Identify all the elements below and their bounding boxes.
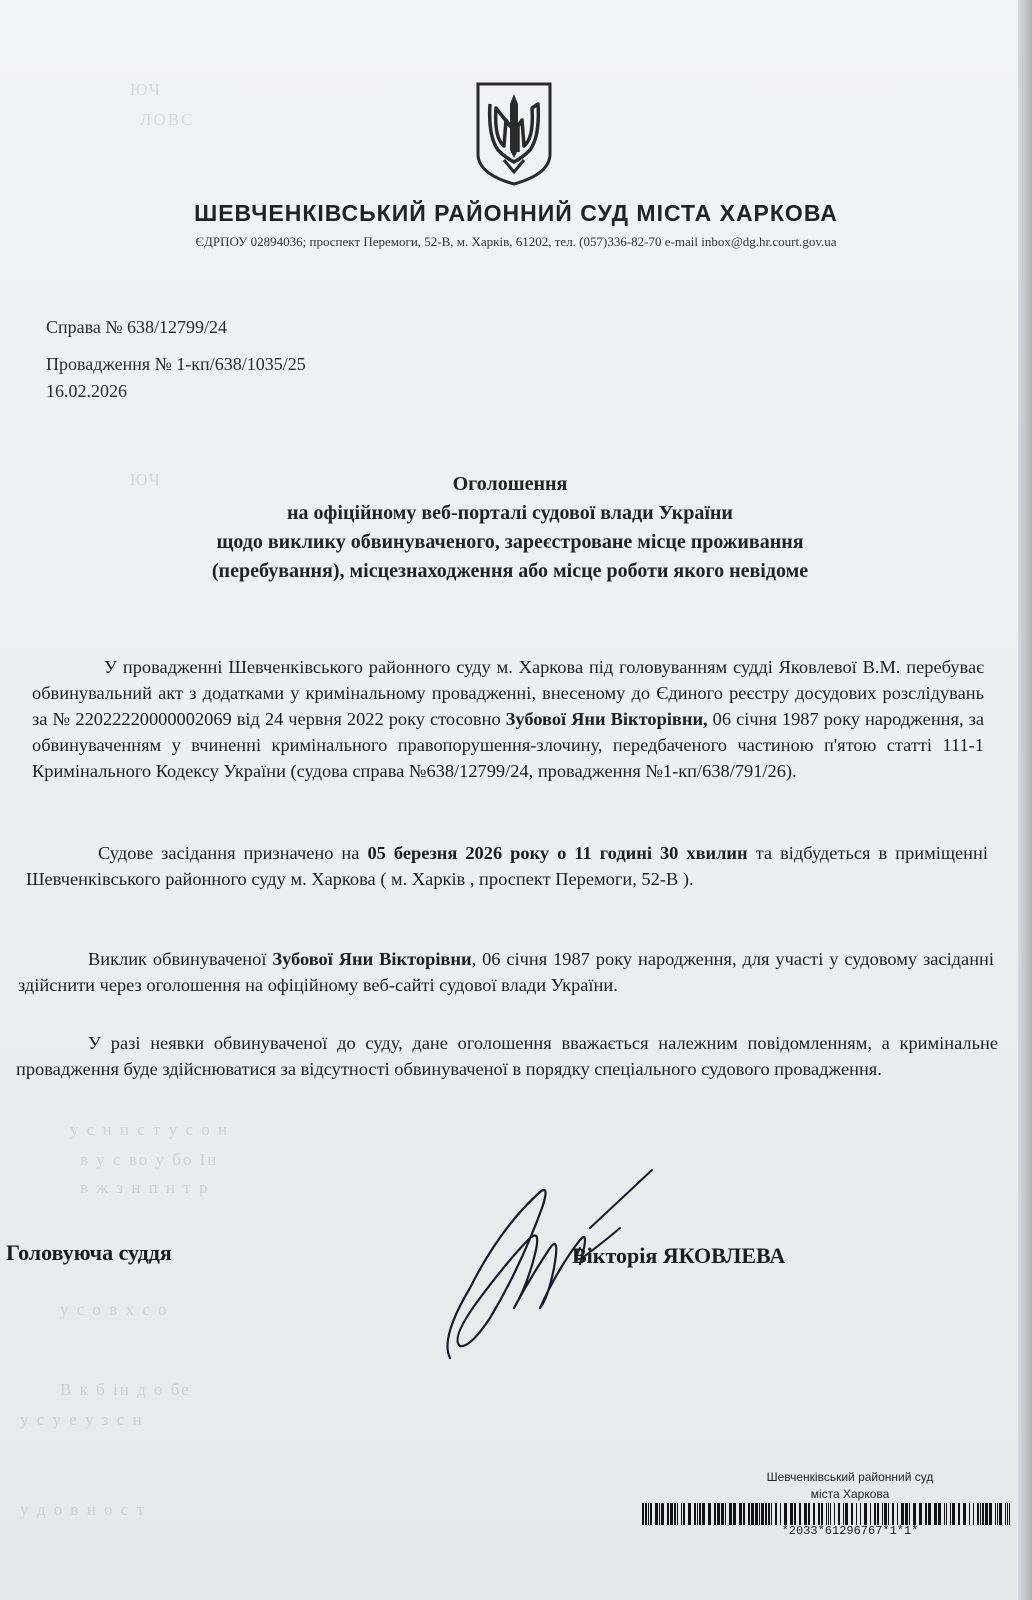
document-date: 16.02.2026 — [46, 381, 127, 401]
defendant-name: Зубової Яни Вікторівни, — [505, 709, 708, 729]
barcode-bar — [681, 1503, 682, 1525]
barcode-number: *2033*61296767*1*1* — [781, 1524, 919, 1538]
barcode-bar — [856, 1503, 857, 1525]
bleed-through: у с н п с т у с о н — [70, 1120, 230, 1139]
barcode-bar — [982, 1503, 984, 1525]
barcode-bar — [928, 1503, 931, 1525]
signer-role: Головуюча суддя — [6, 1240, 172, 1265]
barcode-bar — [944, 1503, 945, 1525]
bleed-through: в ж з н п н т р — [80, 1178, 210, 1197]
barcode-bar — [775, 1503, 777, 1525]
barcode-bar — [905, 1503, 908, 1525]
barcode-bar — [650, 1503, 652, 1525]
barcode-bar — [973, 1503, 974, 1525]
barcode-bar — [759, 1503, 760, 1525]
barcode-bar — [739, 1503, 742, 1525]
barcode-bar — [897, 1503, 898, 1525]
barcode-bar — [950, 1503, 951, 1525]
paragraph-summons — [18, 946, 994, 998]
barcode-bar — [952, 1503, 955, 1525]
barcode-bar — [683, 1503, 685, 1525]
barcode-bar — [790, 1503, 793, 1525]
barcode-bar — [845, 1503, 848, 1525]
paragraph-text: , 06 січня 1987 року народження, для участі у судовому засіданні здійснити через оголошення на офіційному веб-сайті судової влади України. — [18, 949, 994, 995]
barcode-bar — [838, 1503, 840, 1525]
case-details — [46, 314, 306, 405]
barcode-bar — [799, 1503, 801, 1525]
paragraph-text: Виклик обвинуваченої — [88, 949, 273, 969]
bleed-through: у с о в х с о — [60, 1300, 169, 1319]
bleed-through: ЮЧ — [130, 80, 162, 99]
barcode-bar — [708, 1503, 711, 1525]
barcode-bar — [925, 1503, 927, 1525]
barcode-bar — [995, 1503, 996, 1525]
barcode-bar — [661, 1503, 664, 1525]
barcode-bar — [659, 1503, 660, 1525]
barcode-bar — [913, 1503, 916, 1525]
barcode-bar — [997, 1503, 998, 1525]
barcode-bar — [969, 1503, 970, 1525]
bleed-through: у д о в н о с т — [20, 1500, 146, 1519]
barcode-bar — [694, 1503, 696, 1525]
barcode-bar — [946, 1503, 947, 1525]
barcode-bar — [688, 1503, 691, 1525]
title-line: Оголошення — [452, 473, 568, 495]
barcode-bar — [874, 1503, 876, 1525]
barcode-bar — [851, 1503, 853, 1525]
paragraph-text: У провадженні Шевченківського районного суду м. Харкова під головуванням судді Яковлевої В.М. перебуває обвинувальний акт з додатками у кримінальному провадженні, внесеному до Єдиного реєстру досудових розслідувань за № 22022220000002069 від 24 червня 2022 року стосовно — [32, 657, 984, 729]
barcode-bar — [717, 1503, 720, 1525]
hearing-datetime: 05 березня 2026 року о 11 годині 30 хвилин — [367, 843, 748, 863]
bleed-through: ЛОВС — [140, 110, 195, 129]
barcode-bar — [958, 1503, 960, 1525]
barcode-bar — [963, 1503, 966, 1525]
barcode-bar — [818, 1503, 820, 1525]
barcode-bar — [794, 1503, 796, 1525]
barcode-bar — [828, 1503, 829, 1525]
bleed-through: В к б ін д о бе — [60, 1380, 191, 1399]
barcode-bar — [977, 1503, 979, 1525]
defendant-name: Зубової Яни Вікторівни — [272, 949, 472, 969]
barcode-bar — [864, 1503, 867, 1525]
announcement-title — [60, 470, 960, 586]
court-name: ШЕВЧЕНКІВСЬКИЙ РАЙОННИЙ СУД МІСТА ХАРКОВА — [194, 200, 838, 226]
page-edge — [1018, 0, 1032, 1600]
barcode-bar — [780, 1503, 781, 1525]
barcode-bar — [761, 1503, 764, 1525]
barcode-bar — [985, 1503, 988, 1525]
barcode-bar — [714, 1503, 716, 1525]
title-line: на офіційному веб-порталі судової влади України — [287, 502, 733, 524]
barcode-bar — [697, 1503, 698, 1525]
barcode-bar — [755, 1503, 758, 1525]
barcode-bar — [748, 1503, 750, 1525]
signer-name: Вікторія ЯКОВЛЕВА — [572, 1243, 786, 1268]
barcode-bar — [821, 1503, 823, 1525]
barcode-bar — [642, 1503, 644, 1525]
barcode-bar — [733, 1503, 736, 1525]
paragraph-text: та відбудеться в приміщенні Шевченківського районного суду м. Харкова ( м. Харків , проспект Перемоги, 52-В ). — [26, 843, 988, 889]
barcode-bar — [860, 1503, 861, 1525]
barcode-bar — [729, 1503, 732, 1525]
barcode-bar — [808, 1503, 810, 1525]
paragraph-proceedings — [32, 654, 984, 784]
bleed-through: в у с во у бо Ін — [80, 1150, 219, 1169]
title-line: (перебування), місцезнаходження або місце роботи якого невідоме — [211, 560, 809, 582]
barcode-bar — [771, 1503, 772, 1525]
case-number: Справа № 638/12799/24 — [46, 317, 228, 337]
barcode-bar — [1009, 1503, 1010, 1525]
barcode-bar — [751, 1503, 754, 1525]
barcode-bar — [813, 1503, 815, 1525]
barcode-bar — [699, 1503, 701, 1525]
paragraph-nonappearance — [16, 1030, 998, 1082]
paragraph-text: У разі неявки обвинуваченої до суду, дане оголошення вважається належним повідомленням, а кримінальне провадження буде здійснюватися за відсутності обвинуваченої в порядку спеціального судового провадження. — [16, 1033, 998, 1079]
barcode-bar — [670, 1503, 673, 1525]
barcode-bar — [768, 1503, 770, 1525]
barcode-bar — [667, 1503, 669, 1525]
bleed-through: ЮЧ — [130, 470, 162, 489]
barcode-bar — [645, 1503, 647, 1525]
barcode-bar — [919, 1503, 922, 1525]
barcode-bar — [743, 1503, 745, 1525]
trident-emblem-icon — [474, 80, 554, 188]
barcode-bar — [702, 1503, 705, 1525]
barcode-bar — [843, 1503, 844, 1525]
title-line: щодо виклику обвинуваченого, зареєстроване місце проживання — [216, 531, 804, 553]
barcode-bar — [888, 1503, 889, 1525]
paragraph-text: 06 січня 1987 року народження, за обвинуваченням у вчиненні кримінального правопорушення-злочину, передбаченого частиною п'ятою статті 111-1 Кримінального Кодексу України (судова справа №638/12799/24, провадження №1-кп/638/791/26). — [32, 709, 984, 781]
barcode-bar — [884, 1503, 887, 1525]
barcode-bar — [909, 1503, 910, 1525]
barcode-bar — [655, 1503, 658, 1525]
barcode-bar — [826, 1503, 827, 1525]
barcode-bar — [721, 1503, 724, 1525]
court-contacts: ЄДРПОУ 02894036; проспект Перемоги, 52-В, м. Харків, 61202, тел. (057)336-82-70 e-mail inbox@dg.hr.court.gov.ua — [195, 234, 837, 249]
barcode-bar — [882, 1503, 883, 1525]
barcode-bar — [989, 1503, 992, 1525]
barcode-bar — [804, 1503, 807, 1525]
barcode-bar — [901, 1503, 904, 1525]
barcode-bar — [892, 1503, 894, 1525]
barcode-bar — [765, 1503, 767, 1525]
barcode-bar — [830, 1503, 831, 1525]
stamp-court-name: Шевченківський районний суд — [766, 1470, 934, 1484]
barcode-bar — [870, 1503, 871, 1525]
barcode-bar — [834, 1503, 835, 1525]
barcode-bar — [674, 1503, 676, 1525]
barcode-bar — [999, 1503, 1002, 1525]
barcode-bar — [934, 1503, 937, 1525]
barcode-bar — [938, 1503, 941, 1525]
barcode-bar — [677, 1503, 678, 1525]
paragraph-text: Судове засідання призначено на — [98, 843, 368, 863]
barcode-bar — [877, 1503, 879, 1525]
proceeding-number: Провадження № 1-кп/638/1035/25 — [46, 354, 306, 374]
stamp-court-city: міста Харкова — [810, 1487, 890, 1501]
barcode-bar — [1005, 1503, 1006, 1525]
barcode-icon — [642, 1503, 1014, 1525]
bleed-through: у с у е у з с н — [20, 1410, 144, 1429]
barcode-bar — [980, 1503, 981, 1525]
barcode-bar — [1007, 1503, 1008, 1525]
barcode-bar — [784, 1503, 787, 1525]
barcode-bar — [725, 1503, 726, 1525]
paragraph-hearing — [26, 840, 988, 892]
barcode-bar — [648, 1503, 649, 1525]
